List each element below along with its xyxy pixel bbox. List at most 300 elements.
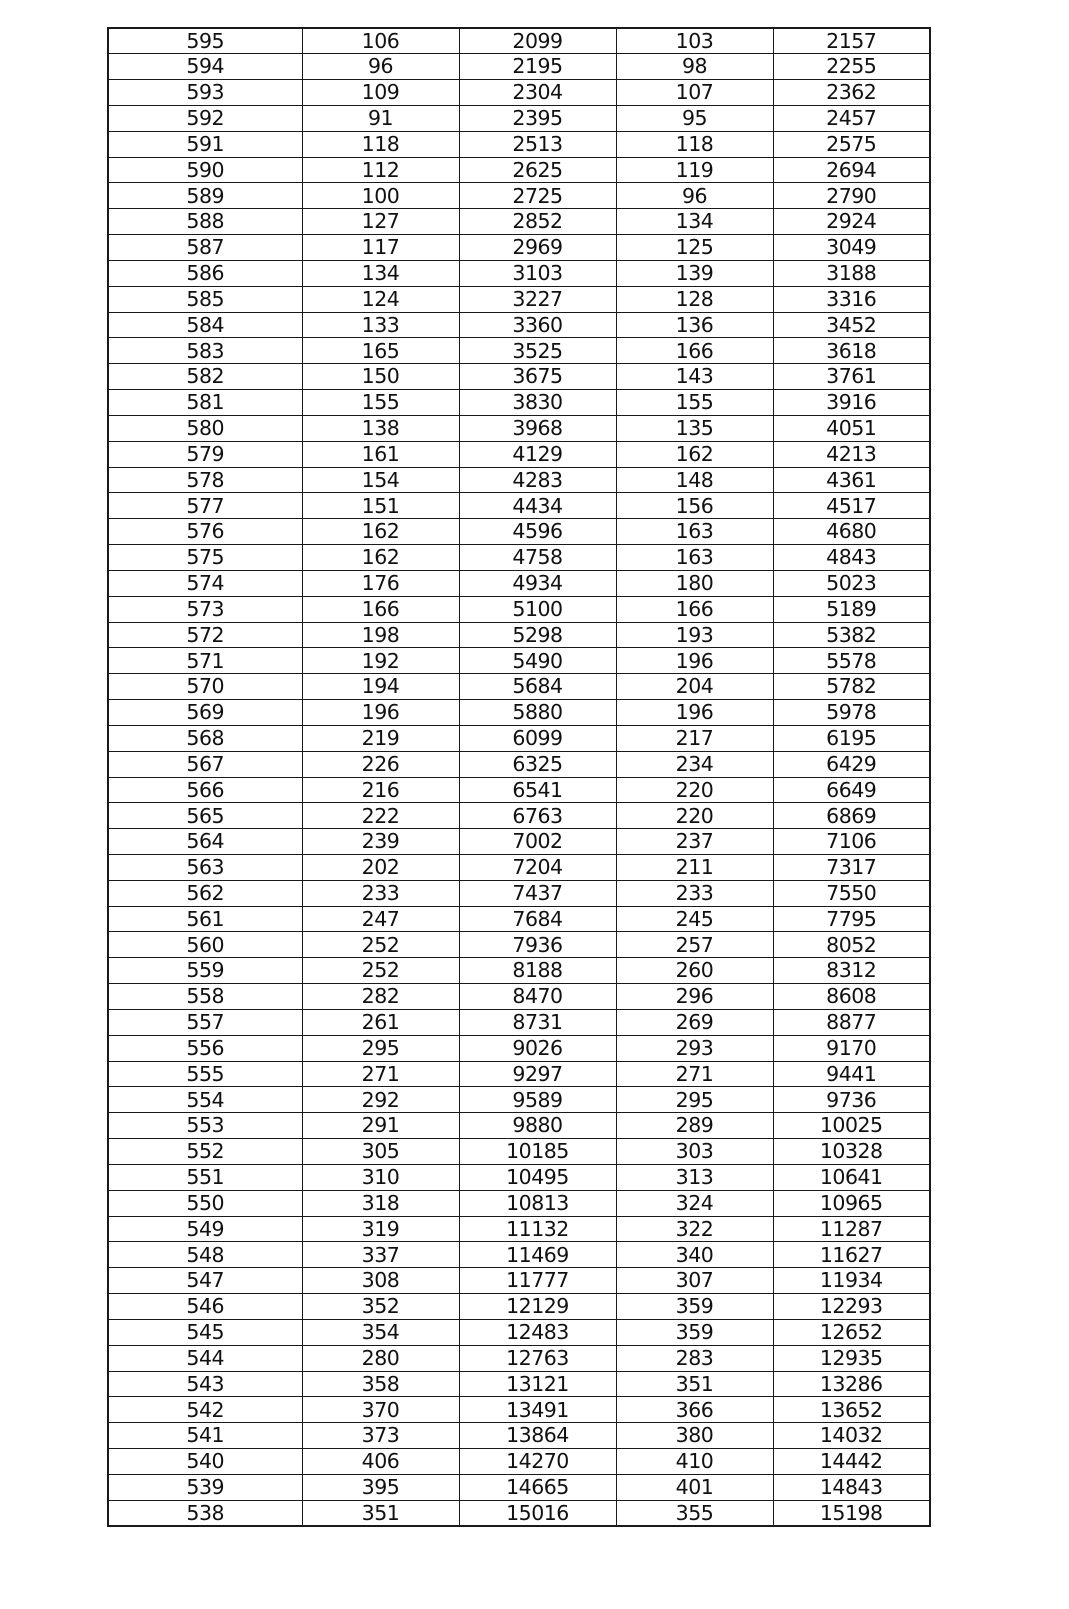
count-cell: 162 — [302, 519, 459, 545]
table-row — [108, 157, 930, 183]
cumulative-cell: 2575 — [773, 131, 930, 157]
cumulative-cell: 10328 — [773, 1139, 930, 1165]
table-row — [108, 906, 930, 932]
count-cell: 295 — [302, 1035, 459, 1061]
count-cell: 133 — [302, 312, 459, 338]
count-cell: 107 — [616, 80, 773, 106]
score-cell: 564 — [108, 829, 302, 855]
cumulative-cell: 5684 — [459, 674, 616, 700]
cumulative-cell: 6541 — [459, 777, 616, 803]
cumulative-cell: 11132 — [459, 1216, 616, 1242]
score-cell: 549 — [108, 1216, 302, 1242]
count-cell: 112 — [302, 157, 459, 183]
cumulative-cell: 5578 — [773, 648, 930, 674]
table-row — [108, 855, 930, 881]
count-cell: 139 — [616, 260, 773, 286]
count-cell: 91 — [302, 105, 459, 131]
cumulative-cell: 15198 — [773, 1500, 930, 1526]
count-cell: 351 — [616, 1371, 773, 1397]
table-row — [108, 1319, 930, 1345]
cumulative-cell: 13491 — [459, 1397, 616, 1423]
table-row — [108, 183, 930, 209]
count-cell: 150 — [302, 364, 459, 390]
count-cell: 220 — [616, 777, 773, 803]
score-cell: 550 — [108, 1190, 302, 1216]
count-cell: 100 — [302, 183, 459, 209]
table-row — [108, 1371, 930, 1397]
count-cell: 296 — [616, 984, 773, 1010]
count-cell: 359 — [616, 1319, 773, 1345]
cumulative-cell: 12935 — [773, 1345, 930, 1371]
count-cell: 136 — [616, 312, 773, 338]
table-row — [108, 1139, 930, 1165]
table-row — [108, 1268, 930, 1294]
score-cell: 557 — [108, 1009, 302, 1035]
score-cell: 558 — [108, 984, 302, 1010]
cumulative-cell: 12763 — [459, 1345, 616, 1371]
score-cell: 551 — [108, 1164, 302, 1190]
cumulative-cell: 12293 — [773, 1294, 930, 1320]
table-row — [108, 467, 930, 493]
count-cell: 295 — [616, 1087, 773, 1113]
cumulative-cell: 10185 — [459, 1139, 616, 1165]
count-cell: 245 — [616, 906, 773, 932]
score-cell: 569 — [108, 700, 302, 726]
cumulative-cell: 8877 — [773, 1009, 930, 1035]
count-cell: 163 — [616, 519, 773, 545]
cumulative-cell: 12483 — [459, 1319, 616, 1345]
count-cell: 166 — [302, 596, 459, 622]
cumulative-cell: 2924 — [773, 209, 930, 235]
score-cell: 547 — [108, 1268, 302, 1294]
cumulative-cell: 9736 — [773, 1087, 930, 1113]
count-cell: 194 — [302, 674, 459, 700]
cumulative-cell: 12652 — [773, 1319, 930, 1345]
cumulative-cell: 8608 — [773, 984, 930, 1010]
score-cell: 595 — [108, 28, 302, 54]
score-cell: 546 — [108, 1294, 302, 1320]
count-cell: 318 — [302, 1190, 459, 1216]
count-cell: 291 — [302, 1113, 459, 1139]
cumulative-cell: 3316 — [773, 286, 930, 312]
table-row — [108, 725, 930, 751]
cumulative-cell: 9880 — [459, 1113, 616, 1139]
score-cell: 570 — [108, 674, 302, 700]
score-cell: 576 — [108, 519, 302, 545]
cumulative-cell: 6763 — [459, 803, 616, 829]
cumulative-cell: 11469 — [459, 1242, 616, 1268]
count-cell: 233 — [302, 880, 459, 906]
count-cell: 303 — [616, 1139, 773, 1165]
count-cell: 370 — [302, 1397, 459, 1423]
cumulative-cell: 9441 — [773, 1061, 930, 1087]
count-cell: 134 — [302, 260, 459, 286]
cumulative-cell: 6869 — [773, 803, 930, 829]
count-cell: 216 — [302, 777, 459, 803]
cumulative-cell: 9026 — [459, 1035, 616, 1061]
score-cell: 539 — [108, 1474, 302, 1500]
table-row — [108, 932, 930, 958]
table-row — [108, 545, 930, 571]
count-cell: 196 — [616, 700, 773, 726]
table-row — [108, 674, 930, 700]
cumulative-cell: 2790 — [773, 183, 930, 209]
count-cell: 293 — [616, 1035, 773, 1061]
count-cell: 155 — [616, 390, 773, 416]
score-table-body — [108, 28, 930, 1526]
count-cell: 135 — [616, 415, 773, 441]
cumulative-cell: 5189 — [773, 596, 930, 622]
count-cell: 406 — [302, 1449, 459, 1475]
count-cell: 134 — [616, 209, 773, 235]
count-cell: 193 — [616, 622, 773, 648]
table-row — [108, 131, 930, 157]
cumulative-cell: 10025 — [773, 1113, 930, 1139]
score-cell: 541 — [108, 1423, 302, 1449]
cumulative-cell: 5100 — [459, 596, 616, 622]
count-cell: 310 — [302, 1164, 459, 1190]
table-row — [108, 1474, 930, 1500]
cumulative-cell: 6195 — [773, 725, 930, 751]
score-cell: 583 — [108, 338, 302, 364]
cumulative-cell: 13286 — [773, 1371, 930, 1397]
count-cell: 163 — [616, 545, 773, 571]
score-cell: 592 — [108, 105, 302, 131]
table-row — [108, 777, 930, 803]
table-row — [108, 390, 930, 416]
table-row — [108, 570, 930, 596]
score-cell: 567 — [108, 751, 302, 777]
score-cell: 548 — [108, 1242, 302, 1268]
table-row — [108, 519, 930, 545]
cumulative-cell: 4283 — [459, 467, 616, 493]
count-cell: 252 — [302, 958, 459, 984]
cumulative-cell: 3916 — [773, 390, 930, 416]
cumulative-cell: 4934 — [459, 570, 616, 596]
cumulative-cell: 5782 — [773, 674, 930, 700]
count-cell: 283 — [616, 1345, 773, 1371]
cumulative-cell: 11627 — [773, 1242, 930, 1268]
cumulative-cell: 7437 — [459, 880, 616, 906]
table-row — [108, 1113, 930, 1139]
count-cell: 118 — [302, 131, 459, 157]
table-row — [108, 1061, 930, 1087]
cumulative-cell: 13652 — [773, 1397, 930, 1423]
score-cell: 545 — [108, 1319, 302, 1345]
cumulative-cell: 4680 — [773, 519, 930, 545]
count-cell: 410 — [616, 1449, 773, 1475]
count-cell: 162 — [616, 441, 773, 467]
score-cell: 582 — [108, 364, 302, 390]
count-cell: 269 — [616, 1009, 773, 1035]
count-cell: 220 — [616, 803, 773, 829]
score-cell: 540 — [108, 1449, 302, 1475]
cumulative-cell: 14665 — [459, 1474, 616, 1500]
count-cell: 261 — [302, 1009, 459, 1035]
cumulative-cell: 4596 — [459, 519, 616, 545]
count-cell: 154 — [302, 467, 459, 493]
table-row — [108, 260, 930, 286]
table-row — [108, 1242, 930, 1268]
table-row — [108, 1035, 930, 1061]
table-row — [108, 751, 930, 777]
score-cell: 562 — [108, 880, 302, 906]
score-cell: 573 — [108, 596, 302, 622]
cumulative-cell: 7204 — [459, 855, 616, 881]
cumulative-cell: 10495 — [459, 1164, 616, 1190]
cumulative-cell: 3188 — [773, 260, 930, 286]
table-row — [108, 209, 930, 235]
score-cell: 594 — [108, 54, 302, 80]
table-row — [108, 441, 930, 467]
count-cell: 196 — [616, 648, 773, 674]
cumulative-cell: 3103 — [459, 260, 616, 286]
cumulative-cell: 8052 — [773, 932, 930, 958]
count-cell: 233 — [616, 880, 773, 906]
cumulative-cell: 9170 — [773, 1035, 930, 1061]
cumulative-cell: 15016 — [459, 1500, 616, 1526]
count-cell: 162 — [302, 545, 459, 571]
cumulative-cell: 4758 — [459, 545, 616, 571]
cumulative-cell: 2513 — [459, 131, 616, 157]
table-row — [108, 286, 930, 312]
table-row — [108, 1397, 930, 1423]
count-cell: 165 — [302, 338, 459, 364]
cumulative-cell: 7317 — [773, 855, 930, 881]
cumulative-cell: 2852 — [459, 209, 616, 235]
cumulative-cell: 6649 — [773, 777, 930, 803]
cumulative-cell: 14442 — [773, 1449, 930, 1475]
count-cell: 319 — [302, 1216, 459, 1242]
count-cell: 117 — [302, 235, 459, 261]
score-cell: 566 — [108, 777, 302, 803]
score-cell: 588 — [108, 209, 302, 235]
table-row — [108, 829, 930, 855]
cumulative-cell: 4213 — [773, 441, 930, 467]
cumulative-cell: 6325 — [459, 751, 616, 777]
count-cell: 234 — [616, 751, 773, 777]
cumulative-cell: 8188 — [459, 958, 616, 984]
table-row — [108, 1294, 930, 1320]
count-cell: 106 — [302, 28, 459, 54]
cumulative-cell: 2725 — [459, 183, 616, 209]
score-cell: 587 — [108, 235, 302, 261]
table-row — [108, 648, 930, 674]
cumulative-cell: 7684 — [459, 906, 616, 932]
table-row — [108, 1345, 930, 1371]
score-cell: 575 — [108, 545, 302, 571]
count-cell: 366 — [616, 1397, 773, 1423]
count-cell: 96 — [616, 183, 773, 209]
count-cell: 166 — [616, 596, 773, 622]
score-table — [107, 27, 931, 1527]
cumulative-cell: 10965 — [773, 1190, 930, 1216]
cumulative-cell: 4843 — [773, 545, 930, 571]
cumulative-cell: 2362 — [773, 80, 930, 106]
cumulative-cell: 5490 — [459, 648, 616, 674]
cumulative-cell: 11287 — [773, 1216, 930, 1242]
table-row — [108, 28, 930, 54]
table-row — [108, 1087, 930, 1113]
cumulative-cell: 14270 — [459, 1449, 616, 1475]
count-cell: 202 — [302, 855, 459, 881]
cumulative-cell: 3360 — [459, 312, 616, 338]
score-cell: 543 — [108, 1371, 302, 1397]
table-row — [108, 312, 930, 338]
score-cell: 568 — [108, 725, 302, 751]
cumulative-cell: 5978 — [773, 700, 930, 726]
table-row — [108, 596, 930, 622]
count-cell: 252 — [302, 932, 459, 958]
count-cell: 119 — [616, 157, 773, 183]
count-cell: 161 — [302, 441, 459, 467]
score-cell: 552 — [108, 1139, 302, 1165]
count-cell: 128 — [616, 286, 773, 312]
cumulative-cell: 7550 — [773, 880, 930, 906]
count-cell: 247 — [302, 906, 459, 932]
count-cell: 271 — [302, 1061, 459, 1087]
count-cell: 222 — [302, 803, 459, 829]
cumulative-cell: 2694 — [773, 157, 930, 183]
cumulative-cell: 12129 — [459, 1294, 616, 1320]
cumulative-cell: 8470 — [459, 984, 616, 1010]
cumulative-cell: 2304 — [459, 80, 616, 106]
score-cell: 571 — [108, 648, 302, 674]
score-cell: 585 — [108, 286, 302, 312]
table-row — [108, 105, 930, 131]
count-cell: 239 — [302, 829, 459, 855]
count-cell: 257 — [616, 932, 773, 958]
count-cell: 98 — [616, 54, 773, 80]
cumulative-cell: 3525 — [459, 338, 616, 364]
cumulative-cell: 14032 — [773, 1423, 930, 1449]
count-cell: 124 — [302, 286, 459, 312]
score-cell: 555 — [108, 1061, 302, 1087]
cumulative-cell: 5382 — [773, 622, 930, 648]
score-cell: 593 — [108, 80, 302, 106]
count-cell: 260 — [616, 958, 773, 984]
count-cell: 226 — [302, 751, 459, 777]
table-row — [108, 415, 930, 441]
cumulative-cell: 3830 — [459, 390, 616, 416]
cumulative-cell: 2969 — [459, 235, 616, 261]
table-row — [108, 493, 930, 519]
score-cell: 584 — [108, 312, 302, 338]
score-cell: 586 — [108, 260, 302, 286]
cumulative-cell: 13864 — [459, 1423, 616, 1449]
count-cell: 155 — [302, 390, 459, 416]
count-cell: 196 — [302, 700, 459, 726]
count-cell: 289 — [616, 1113, 773, 1139]
count-cell: 401 — [616, 1474, 773, 1500]
score-cell: 580 — [108, 415, 302, 441]
count-cell: 380 — [616, 1423, 773, 1449]
count-cell: 148 — [616, 467, 773, 493]
cumulative-cell: 2625 — [459, 157, 616, 183]
table-row — [108, 54, 930, 80]
score-cell: 589 — [108, 183, 302, 209]
cumulative-cell: 2099 — [459, 28, 616, 54]
table-row — [108, 622, 930, 648]
score-cell: 561 — [108, 906, 302, 932]
count-cell: 340 — [616, 1242, 773, 1268]
cumulative-cell: 3968 — [459, 415, 616, 441]
cumulative-cell: 4129 — [459, 441, 616, 467]
count-cell: 322 — [616, 1216, 773, 1242]
table-row — [108, 338, 930, 364]
cumulative-cell: 9589 — [459, 1087, 616, 1113]
cumulative-cell: 11777 — [459, 1268, 616, 1294]
count-cell: 351 — [302, 1500, 459, 1526]
table-row — [108, 1500, 930, 1526]
cumulative-cell: 2457 — [773, 105, 930, 131]
table-row — [108, 984, 930, 1010]
cumulative-cell: 7936 — [459, 932, 616, 958]
cumulative-cell: 8731 — [459, 1009, 616, 1035]
cumulative-cell: 3227 — [459, 286, 616, 312]
cumulative-cell: 5298 — [459, 622, 616, 648]
count-cell: 211 — [616, 855, 773, 881]
cumulative-cell: 10813 — [459, 1190, 616, 1216]
count-cell: 176 — [302, 570, 459, 596]
count-cell: 166 — [616, 338, 773, 364]
cumulative-cell: 4517 — [773, 493, 930, 519]
count-cell: 352 — [302, 1294, 459, 1320]
count-cell: 109 — [302, 80, 459, 106]
cumulative-cell: 6099 — [459, 725, 616, 751]
cumulative-cell: 5880 — [459, 700, 616, 726]
cumulative-cell: 7002 — [459, 829, 616, 855]
table-row — [108, 1216, 930, 1242]
cumulative-cell: 3675 — [459, 364, 616, 390]
count-cell: 217 — [616, 725, 773, 751]
score-cell: 556 — [108, 1035, 302, 1061]
count-cell: 313 — [616, 1164, 773, 1190]
count-cell: 95 — [616, 105, 773, 131]
cumulative-cell: 2255 — [773, 54, 930, 80]
cumulative-cell: 7795 — [773, 906, 930, 932]
cumulative-cell: 2195 — [459, 54, 616, 80]
count-cell: 138 — [302, 415, 459, 441]
cumulative-cell: 2157 — [773, 28, 930, 54]
cumulative-cell: 14843 — [773, 1474, 930, 1500]
count-cell: 324 — [616, 1190, 773, 1216]
cumulative-cell: 5023 — [773, 570, 930, 596]
cumulative-cell: 13121 — [459, 1371, 616, 1397]
cumulative-cell: 2395 — [459, 105, 616, 131]
score-cell: 572 — [108, 622, 302, 648]
score-cell: 563 — [108, 855, 302, 881]
count-cell: 151 — [302, 493, 459, 519]
table-row — [108, 80, 930, 106]
cumulative-cell: 3049 — [773, 235, 930, 261]
table-row — [108, 1164, 930, 1190]
count-cell: 143 — [616, 364, 773, 390]
table-row — [108, 1190, 930, 1216]
count-cell: 307 — [616, 1268, 773, 1294]
count-cell: 180 — [616, 570, 773, 596]
table-row — [108, 1423, 930, 1449]
cumulative-cell: 4434 — [459, 493, 616, 519]
count-cell: 192 — [302, 648, 459, 674]
score-cell: 579 — [108, 441, 302, 467]
score-cell: 560 — [108, 932, 302, 958]
count-cell: 355 — [616, 1500, 773, 1526]
cumulative-cell: 3618 — [773, 338, 930, 364]
count-cell: 271 — [616, 1061, 773, 1087]
table-row — [108, 700, 930, 726]
count-cell: 156 — [616, 493, 773, 519]
